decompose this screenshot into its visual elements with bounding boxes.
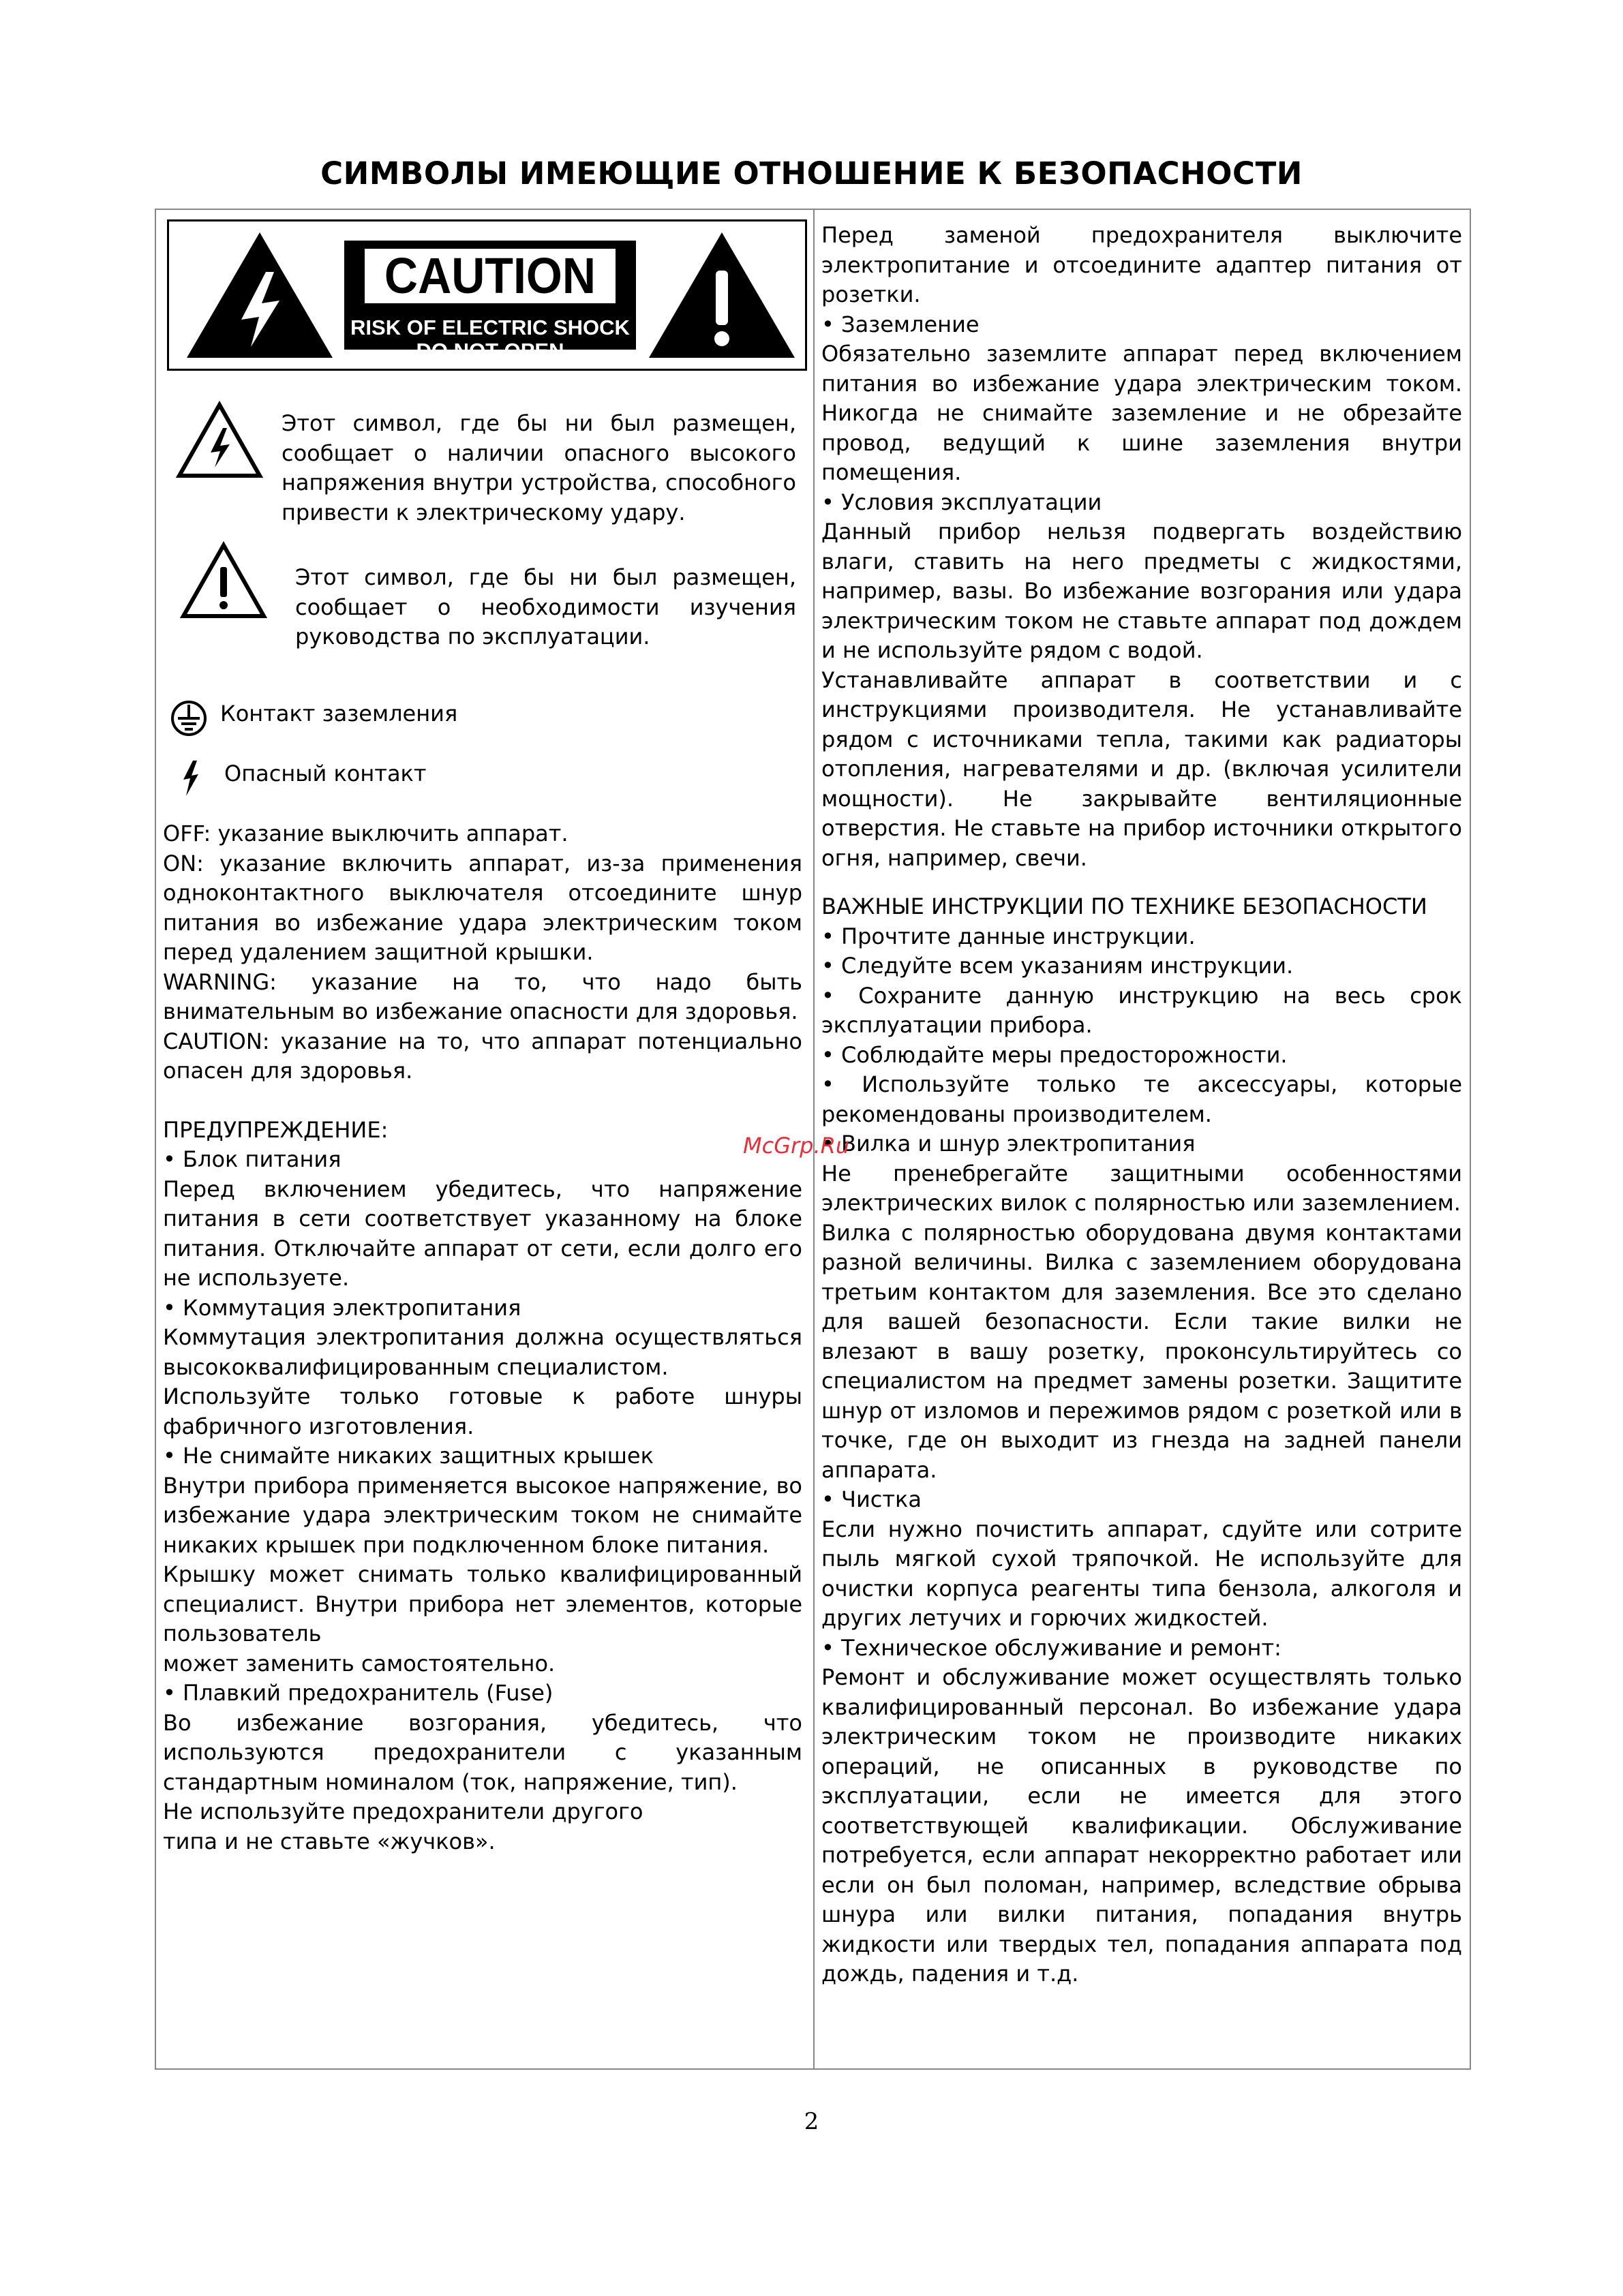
right-paragraph: Устанавливайте аппарат в соответствии и с инструкциями производителя. Не устанавливайте рядом с источниками тепла, такими как радиаторы отопления, нагревателями и др. (включая усилители мощности). Не закрывайте вентиляционные отверстия. Не ставьте на прибор источники открытого огня, например, свечи. xyxy=(821,667,1462,871)
exclamation-warning-icon xyxy=(179,541,268,620)
right-paragraph: Обязательно заземлите аппарат перед включением питания во избежание удара электрическим током. Никогда не снимайте заземление и не обрезайте провод, ведущий к шине заземления внутри помещения. xyxy=(821,341,1462,485)
right-column xyxy=(821,221,1462,1989)
right-paragraph: • Используйте только те аксессуары, которые рекомендованы производителем. xyxy=(821,1071,1462,1127)
lightning-triangle-icon xyxy=(184,230,335,361)
caution-word: CAUTION xyxy=(365,249,616,303)
left-paragraph: Во избежание возгорания, убедитесь, что используются предохранители с указанным стандартным номиналом (ток, напряжение, тип). xyxy=(163,1709,802,1795)
watermark: McGrp.Ru xyxy=(743,1133,850,1159)
spacer xyxy=(821,873,1462,892)
right-paragraph: Данный прибор нельзя подвергать воздействию влаги, ставить на него предметы с жидкостями, например, вазы. Во избежание возгорания или удара электрическим током не ставьте аппарат под дождем и не используйте рядом с водой. xyxy=(821,519,1462,663)
lightning-warning-icon xyxy=(175,401,264,480)
right-paragraph: • Следуйте всем указаниям инструкции. xyxy=(821,953,1294,979)
spacer xyxy=(163,1086,802,1116)
page-number: 2 xyxy=(804,2108,819,2135)
left-paragraph: CAUTION: указание на то, что аппарат потенциально опасен для здоровья. xyxy=(163,1028,802,1084)
caution-label-block xyxy=(344,241,636,363)
right-paragraph: Если нужно почистить аппарат, сдуйте или сотрите пыль мягкой сухой тряпочкой. Не используйте для очистки корпуса реагенты типа бензола, алкоголя и других летучих и горючих жидкостей. xyxy=(821,1516,1462,1631)
right-paragraph: • Условия эксплуатации xyxy=(821,489,1102,515)
right-paragraph: • Сохраните данную инструкцию на весь срок эксплуатации прибора. xyxy=(821,982,1462,1038)
page-title: СИМВОЛЫ ИМЕЮЩИЕ ОТНОШЕНИЕ К БЕЗОПАСНОСТИ xyxy=(320,155,1303,192)
left-paragraph: ПРЕДУПРЕЖДЕНИЕ: xyxy=(163,1116,389,1143)
caution-banner xyxy=(167,219,807,371)
left-paragraph: типа и не ставьте «жучков». xyxy=(163,1828,496,1854)
right-paragraph: Вилка с полярностью оборудована двумя контактами разной величины. Вилка с заземлением оборудована третьим контактом для заземления. Все это сделано для вашей безопасности. Если такие вилки не влезают в вашу розетку, проконсультируйтесь со специалистом на предмет замены розетки. Защитите шнур от изломов и пережимов рядом с розеткой или в точке, где он выходит из гнезда на задней панели аппарата. xyxy=(821,1219,1462,1483)
right-paragraph: • Техническое обслуживание и ремонт: xyxy=(821,1634,1281,1661)
left-text-block xyxy=(163,819,802,1856)
left-paragraph: Используйте только готовые к работе шнуры фабричного изготовления. xyxy=(163,1383,802,1439)
lightning-symbol-description: Этот символ, где бы ни был размещен, сообщает о наличии опасного высокого напряжения внутри устройства, способного привести к электрическому удару. xyxy=(282,410,796,525)
left-paragraph: Внутри прибора применяется высокое напряжение, во избежание удара электрическим током не снимайте никаких крышек при подключенном блоке питания. xyxy=(163,1472,802,1558)
right-paragraph: Перед заменой предохранителя выключите электропитание и отсоедините адаптер питания от розетки. xyxy=(821,222,1462,307)
left-paragraph: OFF: указание выключить аппарат. xyxy=(163,821,568,846)
left-paragraph: Перед включением убедитесь, что напряжение питания в сети соответствует указанному на блоке питания. Отключайте аппарат от сети, если долго его не используете. xyxy=(163,1176,802,1291)
risk-text: RISK OF ELECTRIC SHOCK xyxy=(350,316,630,339)
left-paragraph: Не используйте предохранители другого xyxy=(163,1798,643,1824)
ground-icon xyxy=(170,699,208,737)
left-paragraph: ON: указание включить аппарат, из-за применения одноконтактного выключателя отсоедините шнур питания во избежание удара электрическим током перед удалением защитной крышки. xyxy=(163,850,802,965)
right-paragraph: • Прочтите данные инструкции. xyxy=(821,923,1196,949)
exclamation-triangle-icon xyxy=(646,230,798,361)
right-paragraph: • Соблюдайте меры предосторожности. xyxy=(821,1041,1288,1068)
left-paragraph: WARNING: указание на то, что надо быть внимательным во избежание опасности для здоровья. xyxy=(163,968,802,1024)
right-paragraph: Ремонт и обслуживание может осуществлять только квалифицированный персонал. Во избежание удара электрическим током не производите никаких операций, не описанных в руководстве по эксплуатации, если не имеется для этого соответствующей квалификации. Обслуживание потребуется, если аппарат некорректно работает или если он был поломан, например, вследствие обрыва шнура или вилки питания, попадания внутрь жидкости или твердых тел, попадания аппарата под дождь, падения и т.д. xyxy=(821,1664,1462,1987)
danger-contact-label: Опасный контакт xyxy=(224,761,427,786)
right-paragraph: • Чистка xyxy=(821,1486,922,1512)
exclamation-symbol-description: Этот символ, где бы ни был размещен, сообщает о необходимости изучения руководства по эксплуатации. xyxy=(295,564,796,649)
left-paragraph: может заменить самостоятельно. xyxy=(163,1650,556,1677)
left-paragraph: • Плавкий предохранитель (Fuse) xyxy=(163,1680,553,1706)
left-paragraph: • Блок питания xyxy=(163,1146,342,1172)
right-paragraph: ВАЖНЫЕ ИНСТРУКЦИИ ПО ТЕХНИКЕ БЕЗОПАСНОСТИ xyxy=(821,893,1427,919)
right-paragraph: Не пренебрегайте защитными особенностями электрических вилок с полярностью или заземлением. xyxy=(821,1160,1462,1216)
lightning-bolt-icon xyxy=(179,759,202,797)
ground-contact-label: Контакт заземления xyxy=(220,701,458,726)
right-paragraph: • Вилка и шнур электропитания xyxy=(821,1131,1196,1157)
left-paragraph: Коммутация электропитания должна осуществляться высококвалифицированным специалистом. xyxy=(163,1324,802,1380)
left-paragraph: Крышку может снимать только квалифицированный специалист. Внутри прибора нет элементов, которые пользователь xyxy=(163,1561,802,1647)
do-not-open-text: DO NOT OPEN xyxy=(416,339,564,363)
right-paragraph: • Заземление xyxy=(821,311,980,337)
left-paragraph: • Не снимайте никаких защитных крышек xyxy=(163,1443,654,1469)
left-paragraph: • Коммутация электропитания xyxy=(163,1294,521,1321)
